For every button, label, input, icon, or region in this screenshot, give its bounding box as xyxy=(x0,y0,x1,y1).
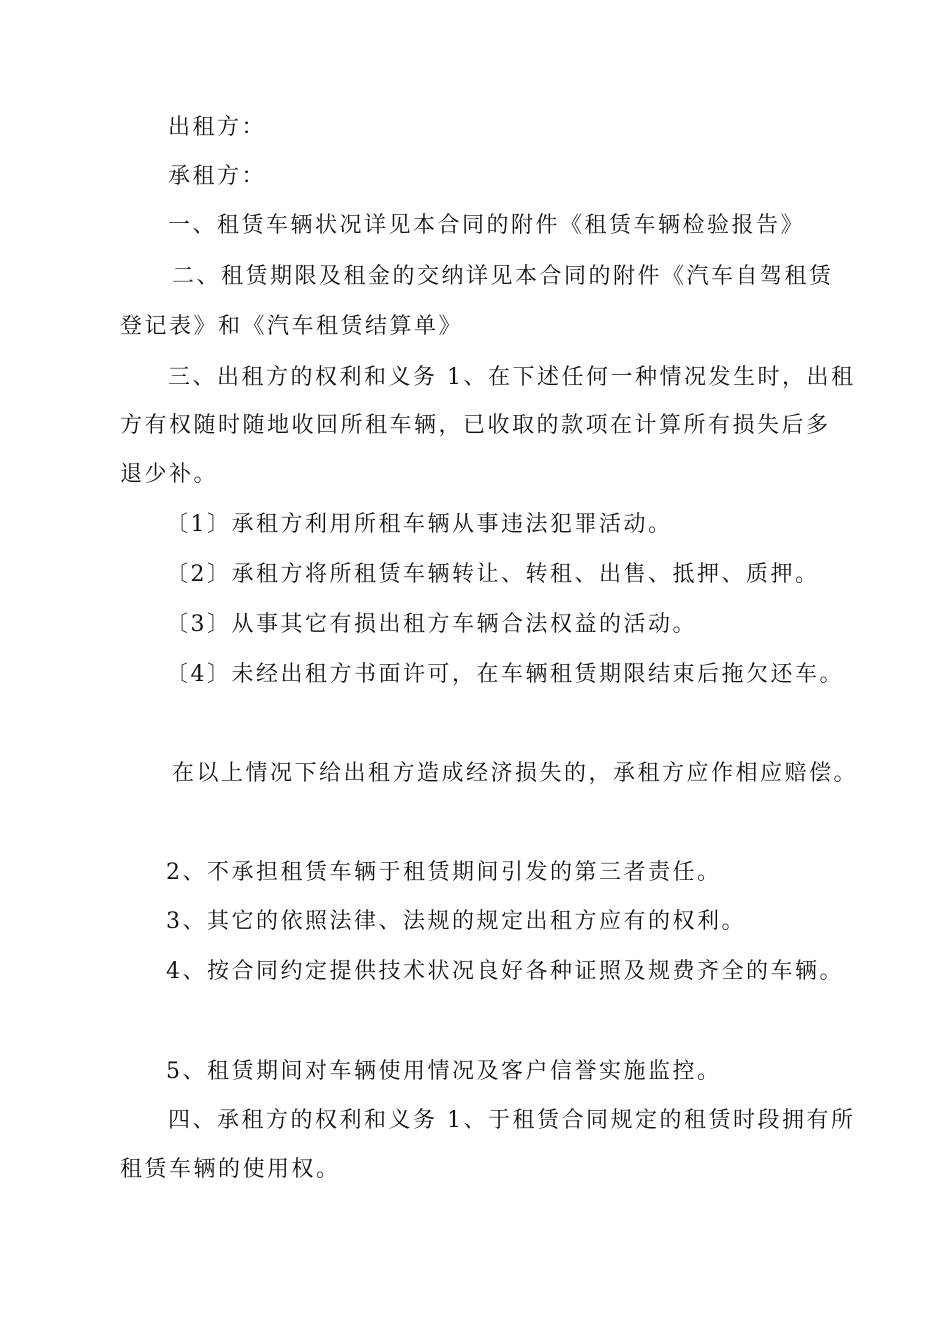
point-2: 2、不承担租赁车辆于租赁期间引发的第三者责任。 xyxy=(166,860,722,885)
point-5: 5、租赁期间对车辆使用情况及客户信誉实施监控。 xyxy=(166,1059,722,1084)
item-2: 〔2〕承租方将所租赁车辆转让、转租、出售、抵押、质押。 xyxy=(166,562,820,587)
clause-3-line-3: 退少补。 xyxy=(120,462,219,487)
lessee-label: 承租方： xyxy=(168,164,267,189)
clause-1: 一、租赁车辆状况详见本合同的附件《租赁车辆检验报告》 xyxy=(168,213,806,238)
clause-4-line-1: 四、承租方的权利和义务 1、于租赁合同规定的租赁时段拥有所 xyxy=(168,1108,856,1133)
item-4: 〔4〕未经出租方书面许可，在车辆租赁期限结束后拖欠还车。 xyxy=(166,662,844,687)
item-1: 〔1〕承租方利用所租车辆从事违法犯罪活动。 xyxy=(166,512,673,537)
clause-3-line-2: 方有权随时随地收回所租车辆，已收取的款项在计算所有损失后多 xyxy=(120,413,831,438)
clause-3-line-1: 三、出租方的权利和义务 1、在下述任何一种情况发生时，出租 xyxy=(168,365,856,390)
lessor-label: 出租方： xyxy=(168,115,267,140)
point-3: 3、其它的依照法律、法规的规定出租方应有的权利。 xyxy=(166,909,746,934)
clause-4-line-2: 租赁车辆的使用权。 xyxy=(120,1157,341,1182)
clause-2-line-2: 登记表》和《汽车租赁结算单》 xyxy=(120,314,464,339)
point-4: 4、按合同约定提供技术状况良好各种证照及规费齐全的车辆。 xyxy=(166,959,844,984)
item-3: 〔3〕从事其它有损出租方车辆合法权益的活动。 xyxy=(166,612,697,637)
compensation-clause: 在以上情况下给出租方造成经济损失的，承租方应作相应赔偿。 xyxy=(172,761,859,786)
clause-2-line-1: 二、租赁期限及租金的交纳详见本合同的附件《汽车自驾租赁 xyxy=(172,264,834,289)
